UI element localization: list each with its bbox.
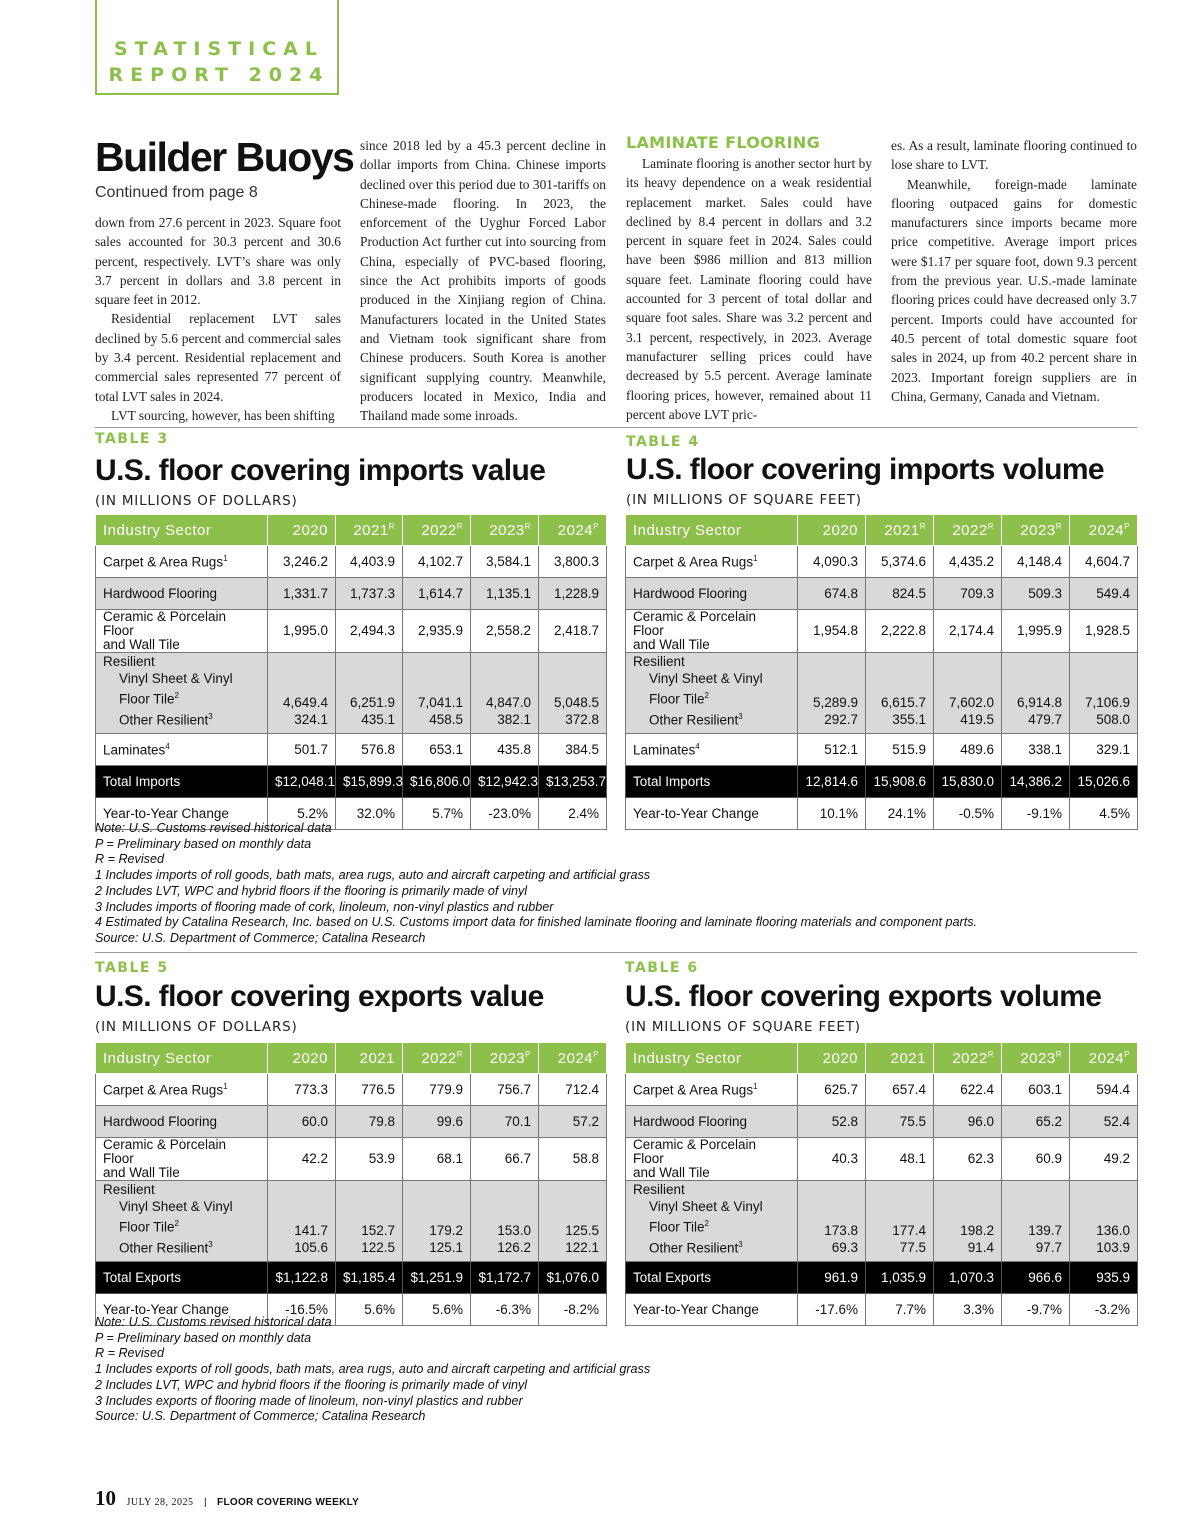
header-cell: $2022^R$ xyxy=(934,1043,1002,1074)
row-label: Year-to-Year Change xyxy=(626,1294,798,1326)
row-label: Laminates$^4$ xyxy=(626,734,798,766)
table3-label: TABLE 3 xyxy=(95,431,169,447)
header-cell: $2021^R$ xyxy=(336,515,403,546)
report-header-line2: REPORT 2024 xyxy=(108,64,330,86)
table3-subtitle: (IN MILLIONS OF DOLLARS) xyxy=(95,493,298,509)
cell: $1,122.8 xyxy=(268,1262,336,1294)
table4-label: TABLE 4 xyxy=(626,434,700,450)
table6-title: U.S. floor covering exports volume xyxy=(625,980,1102,1013)
cell: 966.6 xyxy=(1002,1262,1070,1294)
cell: 125.5 122.1 xyxy=(539,1181,607,1262)
table-total-row xyxy=(626,766,1138,798)
cell: 136.0 103.9 xyxy=(1070,1181,1138,1262)
header-cell: 2020 xyxy=(798,515,866,546)
table-row xyxy=(626,578,1138,610)
section-heading-laminate: LAMINATE FLOORING xyxy=(626,133,821,152)
table-row xyxy=(96,1138,607,1181)
table5-label: TABLE 5 xyxy=(95,960,169,976)
header-cell: $2022^R$ xyxy=(403,1043,471,1074)
article-headline: Builder Buoys xyxy=(95,134,354,180)
note-line: 4 Estimated by Catalina Research, Inc. based on U.S. Customs import data for finished laminate flooring and laminate flooring materials and component parts. xyxy=(95,915,978,930)
cell: 674.8 xyxy=(798,578,866,610)
note-line: P = Preliminary based on monthly data xyxy=(95,836,312,851)
cell: -3.2% xyxy=(1070,1294,1138,1326)
cell: 709.3 xyxy=(934,578,1002,610)
row-label: Carpet & Area Rugs$^1$ xyxy=(96,1074,268,1106)
table-row xyxy=(626,1294,1138,1326)
continued-note: Continued from page 8 xyxy=(95,184,258,201)
table-row xyxy=(626,610,1138,653)
cell: 1,614.7 xyxy=(403,578,471,610)
cell: 24.1% xyxy=(866,798,934,830)
cell: 141.7 105.6 xyxy=(268,1181,336,1262)
row-label: Hardwood Flooring xyxy=(96,578,268,610)
cell: 515.9 xyxy=(866,734,934,766)
cell: 329.1 xyxy=(1070,734,1138,766)
article-column-4 xyxy=(891,136,1137,406)
paragraph: Residential replacement LVT sales declined by 5.6 percent and commercial sales by 3.4 percent. Residential replacement and commercial sales represented 77 percent of total LVT sales in 2024. xyxy=(95,311,341,404)
note-line: 1 Includes exports of roll goods, bath mats, area rugs, auto and aircraft carpeting and artificial grass xyxy=(95,1362,651,1377)
note-line: Note: U.S. Customs revised historical data xyxy=(95,821,332,835)
cell: 49.2 xyxy=(1070,1138,1138,1181)
row-label: Year-to-Year Change xyxy=(96,798,268,830)
row-label: Ceramic & Porcelain Floor and Wall Tile xyxy=(626,610,798,653)
cell: 1,135.1 xyxy=(471,578,539,610)
cell: 4,090.3 xyxy=(798,546,866,578)
cell: 42.2 xyxy=(268,1138,336,1181)
cell: 4,604.7 xyxy=(1070,546,1138,578)
cell: 198.2 91.4 xyxy=(934,1181,1002,1262)
cell: $13,253.7 xyxy=(539,766,607,798)
header-cell: $2023^R$ xyxy=(471,515,539,546)
row-label: Ceramic & Porcelain Floor and Wall Tile xyxy=(96,1138,268,1181)
cell: 594.4 xyxy=(1070,1074,1138,1106)
row-label: Hardwood Flooring xyxy=(626,578,798,610)
table-notes-exports xyxy=(95,1315,650,1425)
table4-title: U.S. floor covering imports volume xyxy=(626,453,1105,486)
cell: 5,289.9 292.7 xyxy=(798,653,866,734)
article-column-1 xyxy=(95,213,341,425)
header-cell: 2020 xyxy=(798,1043,866,1074)
cell: 153.0 126.2 xyxy=(471,1181,539,1262)
cell: 384.5 xyxy=(539,734,607,766)
cell: 177.4 77.5 xyxy=(866,1181,934,1262)
row-label: Ceramic & Porcelain Floor and Wall Tile xyxy=(626,1138,798,1181)
cell: 1,331.7 xyxy=(268,578,336,610)
header-cell: $2023^R$ xyxy=(1002,515,1070,546)
header-cell: $2024^P$ xyxy=(539,515,607,546)
cell: 14,386.2 xyxy=(1002,766,1070,798)
cell: 68.1 xyxy=(403,1138,471,1181)
note-line: 2 Includes LVT, WPC and hybrid floors if the flooring is primarily made of vinyl xyxy=(95,1377,528,1392)
cell: 60.9 xyxy=(1002,1138,1070,1181)
table6 xyxy=(625,1042,1138,1326)
table-header-row xyxy=(96,515,607,546)
cell: 66.7 xyxy=(471,1138,539,1181)
cell: 773.3 xyxy=(268,1074,336,1106)
cell: 173.8 69.3 xyxy=(798,1181,866,1262)
cell: 65.2 xyxy=(1002,1106,1070,1138)
header-cell: 2021 xyxy=(336,1043,403,1074)
paragraph: LVT sourcing, however, has been shifting xyxy=(111,407,335,423)
cell: -6.3% xyxy=(471,1294,539,1326)
issue-date: JULY 28, 2025 xyxy=(126,1497,194,1508)
cell: 1,995.9 xyxy=(1002,610,1070,653)
table-header-row xyxy=(626,1043,1138,1074)
cell: 5.2% xyxy=(268,798,336,830)
cell: 6,615.7 355.1 xyxy=(866,653,934,734)
paragraph: down from 27.6 percent in 2023. Square foot sales accounted for 30.3 percent and 30.6 percent, respectively. LVT’s share was only 3.7 percent in dollars and 3.8 percent in square feet in 2012. xyxy=(95,215,341,308)
header-cell: $2024^P$ xyxy=(539,1043,607,1074)
row-label: Hardwood Flooring xyxy=(626,1106,798,1138)
note-line: R = Revised xyxy=(95,852,164,867)
cell: -17.6% xyxy=(798,1294,866,1326)
table-header-row xyxy=(626,515,1138,546)
header-cell: $2022^R$ xyxy=(934,515,1002,546)
cell: 3,584.1 xyxy=(471,546,539,578)
table3-title: U.S. floor covering imports value xyxy=(95,454,546,487)
header-cell: Industry Sector xyxy=(96,515,268,546)
row-label: Carpet & Area Rugs$^1$ xyxy=(626,1074,798,1106)
row-label: Resilient Vinyl Sheet & Vinyl Floor Tile$^2$ Other Resilient$^3$ xyxy=(96,1181,268,1262)
cell: 512.1 xyxy=(798,734,866,766)
row-label: Total Exports xyxy=(96,1262,268,1294)
cell: 75.5 xyxy=(866,1106,934,1138)
cell: 3.3% xyxy=(934,1294,1002,1326)
table4-subtitle: (IN MILLIONS OF SQUARE FEET) xyxy=(626,492,862,508)
cell: -9.1% xyxy=(1002,798,1070,830)
report-header-box xyxy=(95,0,339,95)
table-row xyxy=(96,653,607,734)
article-column-2 xyxy=(360,136,606,425)
cell: 60.0 xyxy=(268,1106,336,1138)
cell: 48.1 xyxy=(866,1138,934,1181)
cell: 4,649.4 324.1 xyxy=(268,653,336,734)
note-line: Source: U.S. Department of Commerce; Catalina Research xyxy=(95,1409,426,1424)
table-row xyxy=(626,1074,1138,1106)
table-notes-imports xyxy=(95,821,977,947)
cell: 1,228.9 xyxy=(539,578,607,610)
cell: $1,172.7 xyxy=(471,1262,539,1294)
cell: 1,737.3 xyxy=(336,578,403,610)
cell: -9.7% xyxy=(1002,1294,1070,1326)
table-header-row xyxy=(96,1043,607,1074)
cell: 712.4 xyxy=(539,1074,607,1106)
report-header-line1: STATISTICAL xyxy=(114,38,324,60)
header-cell: $2024^P$ xyxy=(1070,1043,1138,1074)
cell: 7,106.9 508.0 xyxy=(1070,653,1138,734)
row-label: Ceramic & Porcelain Floor and Wall Tile xyxy=(96,610,268,653)
paragraph: Laminate flooring is another sector hurt by its heavy dependence on a weak residential replacement market. Sales could have declined by 8.4 percent in dollars and 3.2 percent in square feet in 2024. Sales could have been $986 million and 813 million square feet. Laminate flooring could have accounted for 3 percent of total dollar and square foot sales. Share was 3.2 percent and 3.1 percent, respectively, in 2023. Average manufacturer selling prices could have decreased by 5.5 percent. Average laminate flooring prices, however, remained about 11 percent above LVT pric- xyxy=(626,156,872,422)
note-line: R = Revised xyxy=(95,1346,164,1361)
cell: $1,251.9 xyxy=(403,1262,471,1294)
cell: 58.8 xyxy=(539,1138,607,1181)
cell: 4,435.2 xyxy=(934,546,1002,578)
cell: 96.0 xyxy=(934,1106,1002,1138)
note-line: 1 Includes imports of roll goods, bath mats, area rugs, auto and aircraft carpeting and artificial grass xyxy=(95,868,651,883)
cell: 52.4 xyxy=(1070,1106,1138,1138)
cell: 489.6 xyxy=(934,734,1002,766)
table5-subtitle: (IN MILLIONS OF DOLLARS) xyxy=(95,1019,298,1035)
cell: 5.6% xyxy=(403,1294,471,1326)
cell: 2,418.7 xyxy=(539,610,607,653)
cell: 40.3 xyxy=(798,1138,866,1181)
header-cell: Industry Sector xyxy=(626,1043,798,1074)
cell: 7,041.1 458.5 xyxy=(403,653,471,734)
cell: 5,048.5 372.8 xyxy=(539,653,607,734)
publication-name: FLOOR COVERING WEEKLY xyxy=(217,1497,360,1508)
note-line: Source: U.S. Department of Commerce; Catalina Research xyxy=(95,930,426,945)
table-row xyxy=(626,1138,1138,1181)
cell: 3,800.3 xyxy=(539,546,607,578)
cell: 152.7 122.5 xyxy=(336,1181,403,1262)
cell: 2.4% xyxy=(539,798,607,830)
cell: 338.1 xyxy=(1002,734,1070,766)
table-row xyxy=(96,610,607,653)
cell: 824.5 xyxy=(866,578,934,610)
cell: 576.8 xyxy=(336,734,403,766)
row-label: Total Exports xyxy=(626,1262,798,1294)
cell: 5,374.6 xyxy=(866,546,934,578)
page-number: 10 xyxy=(95,1486,116,1510)
table-row xyxy=(96,1074,607,1106)
cell: 32.0% xyxy=(336,798,403,830)
table5-title: U.S. floor covering exports value xyxy=(95,980,544,1013)
table-row xyxy=(96,578,607,610)
cell: $12,942.3 xyxy=(471,766,539,798)
table-row xyxy=(626,1106,1138,1138)
cell: 57.2 xyxy=(539,1106,607,1138)
header-cell: $2023^R$ xyxy=(1002,1043,1070,1074)
row-label: Resilient Vinyl Sheet & Vinyl Floor Tile$^2$ Other Resilient$^3$ xyxy=(96,653,268,734)
row-label: Hardwood Flooring xyxy=(96,1106,268,1138)
cell: 6,251.9 435.1 xyxy=(336,653,403,734)
paragraph: since 2018 led by a 45.3 percent decline in dollar imports from China. Chinese imports declined over this period due to 301-tariffs on Chinese-made flooring. In 2023, the enforcement of the Uyghur Forced Labor Production Act further cut into sourcing from China, especially of PVC-based flooring, since the Act prohibits imports of goods produced in the Xinjiang region of China. Manufacturers located in the United States and Vietnam took significant share from Chinese producers. South Korea is another significant supplying country. Meanwhile, producers located in Mexico, India and Thailand made some inroads. xyxy=(360,138,606,424)
divider xyxy=(95,427,1137,428)
cell: 10.1% xyxy=(798,798,866,830)
page-footer xyxy=(95,1486,359,1511)
cell: $1,185.4 xyxy=(336,1262,403,1294)
header-cell: 2021 xyxy=(866,1043,934,1074)
cell: -23.0% xyxy=(471,798,539,830)
cell: 756.7 xyxy=(471,1074,539,1106)
cell: 776.5 xyxy=(336,1074,403,1106)
table4 xyxy=(625,514,1138,830)
table-row xyxy=(626,546,1138,578)
row-label: Carpet & Area Rugs$^1$ xyxy=(96,546,268,578)
cell: 4,102.7 xyxy=(403,546,471,578)
row-label: Laminates$^4$ xyxy=(96,734,268,766)
table-total-row xyxy=(96,766,607,798)
cell: 961.9 xyxy=(798,1262,866,1294)
cell: 5.7% xyxy=(403,798,471,830)
cell: 53.9 xyxy=(336,1138,403,1181)
table-row xyxy=(626,1181,1138,1262)
cell: -8.2% xyxy=(539,1294,607,1326)
header-cell: 2020 xyxy=(268,515,336,546)
note-line: 3 Includes exports of flooring made of linoleum, non-vinyl plastics and rubber xyxy=(95,1393,523,1408)
table6-label: TABLE 6 xyxy=(625,960,699,976)
cell: 6,914.8 479.7 xyxy=(1002,653,1070,734)
cell: $12,048.1 xyxy=(268,766,336,798)
table-row xyxy=(96,1106,607,1138)
cell: 622.4 xyxy=(934,1074,1002,1106)
cell: 79.8 xyxy=(336,1106,403,1138)
cell: 15,026.6 xyxy=(1070,766,1138,798)
cell: $15,899.3 xyxy=(336,766,403,798)
cell: 179.2 125.1 xyxy=(403,1181,471,1262)
cell: 625.7 xyxy=(798,1074,866,1106)
row-label: Resilient Vinyl Sheet & Vinyl Floor Tile$^2$ Other Resilient$^3$ xyxy=(626,1181,798,1262)
cell: 4,403.9 xyxy=(336,546,403,578)
table5 xyxy=(95,1042,607,1326)
cell: 2,222.8 xyxy=(866,610,934,653)
table-row xyxy=(96,546,607,578)
table6-subtitle: (IN MILLIONS OF SQUARE FEET) xyxy=(625,1019,861,1035)
cell: $16,806.0 xyxy=(403,766,471,798)
table-row xyxy=(626,734,1138,766)
cell: 603.1 xyxy=(1002,1074,1070,1106)
cell: 70.1 xyxy=(471,1106,539,1138)
cell: 7.7% xyxy=(866,1294,934,1326)
table3 xyxy=(95,514,607,830)
note-line: Note: U.S. Customs revised historical data xyxy=(95,1315,332,1329)
cell: 62.3 xyxy=(934,1138,1002,1181)
divider xyxy=(95,952,1137,953)
cell: 2,558.2 xyxy=(471,610,539,653)
table-row xyxy=(96,734,607,766)
cell: 1,954.8 xyxy=(798,610,866,653)
cell: 501.7 xyxy=(268,734,336,766)
cell: 4,148.4 xyxy=(1002,546,1070,578)
cell: 1,995.0 xyxy=(268,610,336,653)
note-line: P = Preliminary based on monthly data xyxy=(95,1330,312,1345)
cell: 99.6 xyxy=(403,1106,471,1138)
article-column-3 xyxy=(626,133,872,424)
cell: 509.3 xyxy=(1002,578,1070,610)
cell: 657.4 xyxy=(866,1074,934,1106)
table-total-row xyxy=(96,1262,607,1294)
cell: 52.8 xyxy=(798,1106,866,1138)
header-cell: $2022^R$ xyxy=(403,515,471,546)
row-label: Total Imports xyxy=(96,766,268,798)
table-row xyxy=(96,1181,607,1262)
cell: 2,174.4 xyxy=(934,610,1002,653)
cell: 779.9 xyxy=(403,1074,471,1106)
cell: 7,602.0 419.5 xyxy=(934,653,1002,734)
footer-separator: | xyxy=(203,1497,207,1508)
cell: 4.5% xyxy=(1070,798,1138,830)
cell: 653.1 xyxy=(403,734,471,766)
header-cell: $2023^P$ xyxy=(471,1043,539,1074)
cell: 1,070.3 xyxy=(934,1262,1002,1294)
note-line: 3 Includes imports of flooring made of cork, linoleum, non-vinyl plastics and rubber xyxy=(95,899,554,914)
paragraph: Meanwhile, foreign-made laminate flooring outpaced gains for domestic manufacturers since imports became more price competitive. Average import prices were $1.17 per square foot, down 9.3 percent from the previous year. U.S.-made laminate flooring prices could have decreased only 3.7 percent. Imports could have accounted for 40.5 percent of total domestic square foot sales in 2024, up from 40.2 percent share in 2023. Important foreign suppliers are in China, Germany, Canada and Vietnam. xyxy=(891,176,1137,404)
cell: -0.5% xyxy=(934,798,1002,830)
header-cell: $2021^R$ xyxy=(866,515,934,546)
row-label: Carpet & Area Rugs$^1$ xyxy=(626,546,798,578)
cell: 2,935.9 xyxy=(403,610,471,653)
paragraph: es. As a result, laminate flooring continued to lose share to LVT. xyxy=(891,138,1137,173)
row-label: Year-to-Year Change xyxy=(96,1294,268,1326)
row-label: Year-to-Year Change xyxy=(626,798,798,830)
table-total-row xyxy=(626,1262,1138,1294)
cell: 1,928.5 xyxy=(1070,610,1138,653)
note-line: 2 Includes LVT, WPC and hybrid floors if the flooring is primarily made of vinyl xyxy=(95,883,528,898)
header-cell: Industry Sector xyxy=(626,515,798,546)
cell: 15,830.0 xyxy=(934,766,1002,798)
cell: 2,494.3 xyxy=(336,610,403,653)
cell: 139.7 97.7 xyxy=(1002,1181,1070,1262)
cell: 1,035.9 xyxy=(866,1262,934,1294)
cell: 15,908.6 xyxy=(866,766,934,798)
cell: 3,246.2 xyxy=(268,546,336,578)
header-cell: Industry Sector xyxy=(96,1043,268,1074)
cell: 435.8 xyxy=(471,734,539,766)
cell: 5.6% xyxy=(336,1294,403,1326)
cell: $1,076.0 xyxy=(539,1262,607,1294)
cell: 935.9 xyxy=(1070,1262,1138,1294)
cell: 4,847.0 382.1 xyxy=(471,653,539,734)
table-row xyxy=(626,653,1138,734)
row-label: Total Imports xyxy=(626,766,798,798)
cell: 12,814.6 xyxy=(798,766,866,798)
cell: 549.4 xyxy=(1070,578,1138,610)
header-cell: $2024^P$ xyxy=(1070,515,1138,546)
row-label: Resilient Vinyl Sheet & Vinyl Floor Tile$^2$ Other Resilient$^3$ xyxy=(626,653,798,734)
header-cell: 2020 xyxy=(268,1043,336,1074)
cell: -16.5% xyxy=(268,1294,336,1326)
